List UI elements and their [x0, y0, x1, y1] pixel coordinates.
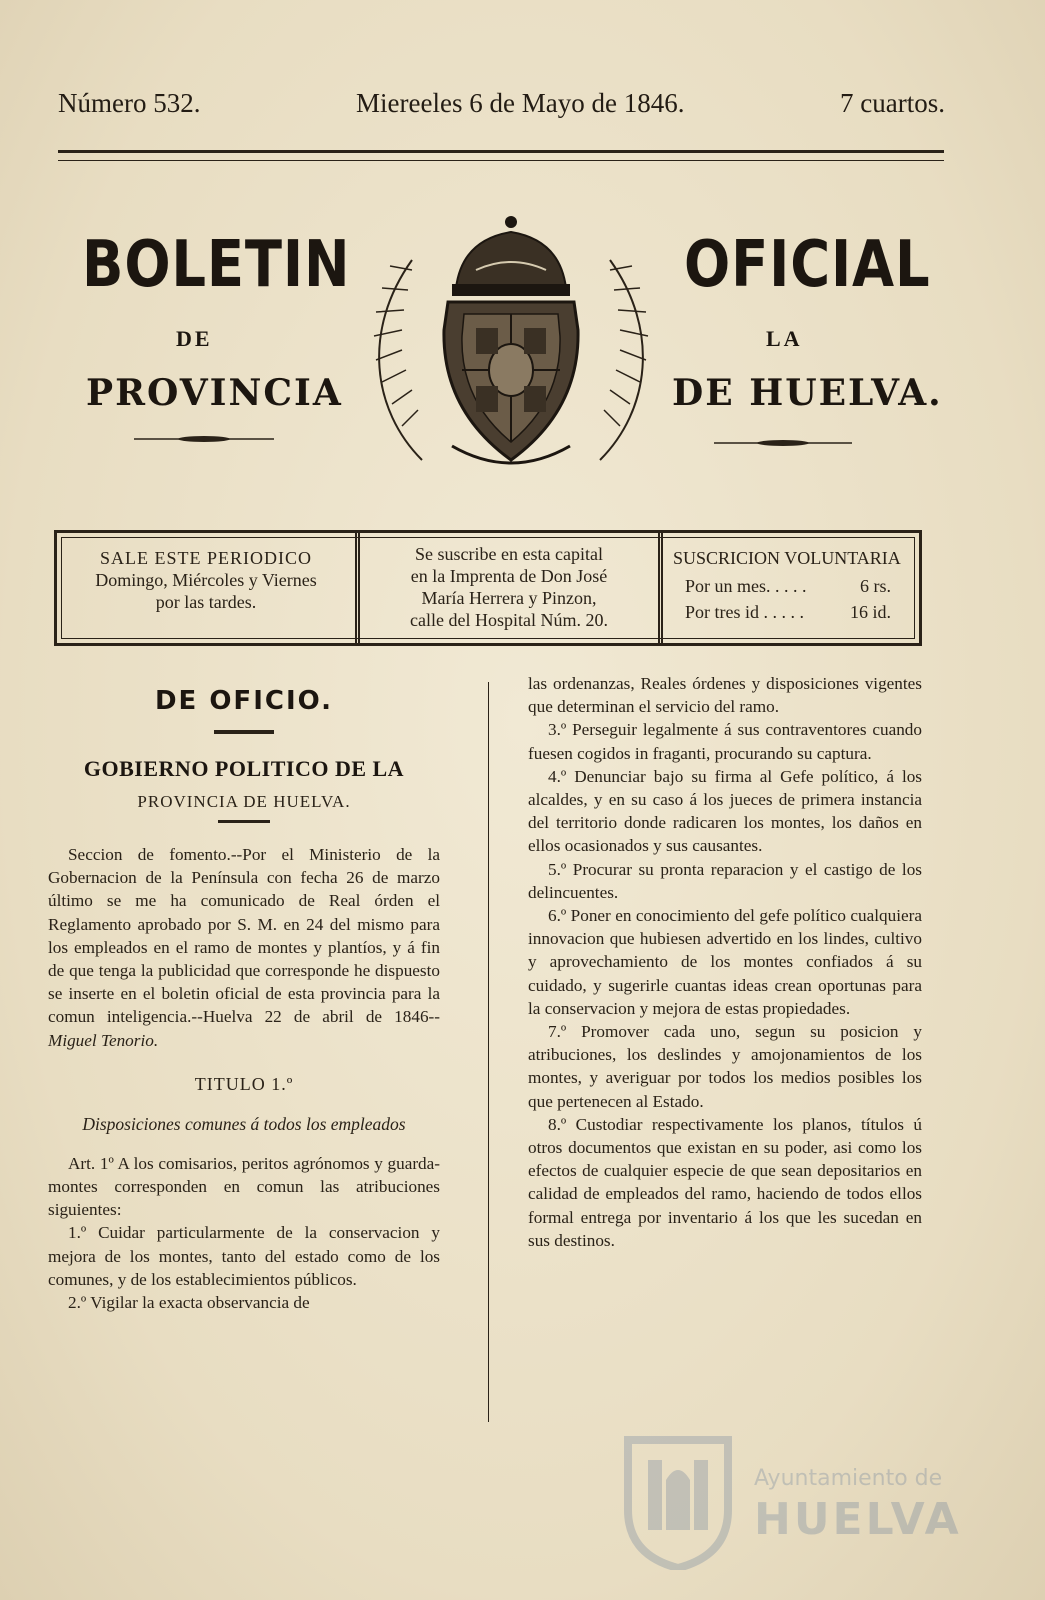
right-column — [528, 672, 922, 1252]
article-item: 6.º Poner en conocimiento del gefe político cualquiera innovacion que hubiesen advertido en los lindes, cultivo y aprovechamiento de los montes confiados á su cuidado, y sugerirle cuantas ideas crean oportunas para la conservacion y mejora de estas propiedades. — [528, 906, 922, 1018]
price-row — [673, 601, 913, 623]
article-item: 2.º Vigilar la exacta observancia de — [68, 1293, 310, 1313]
left-column — [48, 672, 440, 1314]
title-oficial: OFICIAL — [684, 228, 931, 302]
publication-line: SALE ESTE PERIODICO — [100, 548, 312, 568]
section-heading: DE OFICIO. — [154, 686, 334, 716]
article-item: 8.º Custodiar respectivamente los planos, títulos ú otros documentos que existan en su poder, asi como los efectos de cualquier especie de que sean depositarios en calidad de empleados del ramo, haciendo de todos ellos formal entrega por inventario á los que les sucedan en sus destinos. — [528, 1114, 922, 1250]
royal-coat-of-arms-emblem — [352, 210, 670, 480]
column-divider — [488, 682, 489, 1422]
title-la: LA — [766, 326, 803, 351]
title-de-huelva: DE HUELVA. — [672, 372, 943, 414]
price-value: 16 id. — [849, 602, 891, 622]
subheading-rule — [218, 820, 270, 823]
signature: Miguel Tenorio. — [48, 1030, 159, 1050]
article-item: 1.º Cuidar particularmente de la conservacion y mejora de los montes, tanto del estado como de los comunes, y de los establecimientos públicos. — [48, 1223, 440, 1289]
article-subheading: PROVINCIA DE HUELVA. — [137, 792, 351, 811]
watermark-line2: HUELVA — [754, 1494, 962, 1545]
article-item: 5.º Procurar su pronta reparacion y el castigo de los delincuentes. — [528, 859, 922, 902]
article-item: 3.º Perseguir legalmente á sus contraventores cuando fuesen cogidos in fraganti, procurando su captura. — [528, 720, 922, 763]
subscription-line: María Herrera y Pinzon, — [421, 588, 597, 608]
article-item: 7.º Promover cada uno, segun su posicion y atribuciones, los deslindes y amojonamientos de los montes, y averiguar por todos los medios posibles los que pertenecen al Estado. — [528, 1022, 922, 1111]
intro-paragraph — [48, 843, 440, 1052]
masthead-line — [58, 88, 945, 119]
publication-line: Domingo, Miércoles y Viernes — [95, 570, 317, 590]
huelva-shield-icon — [618, 1420, 738, 1570]
subscription-line: en la Imprenta de Don José — [410, 566, 608, 586]
price-row — [673, 575, 913, 597]
title-boletin: BOLETIN — [82, 228, 351, 302]
publication-days — [57, 533, 355, 643]
ornament-rule-right — [714, 438, 852, 448]
price-value: 6 rs. — [860, 576, 891, 596]
watermark-line1: Ayuntamiento de — [754, 1466, 943, 1491]
title-provincia: PROVINCIA — [86, 372, 343, 414]
subscription-info-box — [54, 530, 922, 646]
title-de: DE — [176, 326, 213, 351]
article-1: Art. 1º A los comisarios, peritos agrónomos y guarda-montes corresponden en comun las atribuciones siguientes: — [48, 1153, 440, 1220]
issue-date: Miereeles 6 de Mayo de 1846. — [356, 88, 685, 118]
masthead-rule — [58, 150, 944, 161]
subscription-prices — [663, 533, 919, 643]
titulo-heading: TITULO 1.º — [194, 1073, 294, 1094]
price-label: Por tres id . . . . . — [685, 602, 804, 622]
price-label: Por un mes. . . . . — [685, 576, 807, 596]
subscription-line: calle del Hospital Núm. 20. — [410, 610, 608, 630]
section-rule — [214, 730, 274, 734]
issue-price: 7 cuartos. — [840, 88, 945, 118]
titulo-subheading: Disposiciones comunes á todos los empleados — [82, 1113, 406, 1134]
article-item: 4.º Denunciar bajo su firma al Gefe político, á los alcaldes, y en su caso á los jueces de primera instancia del territorio donde radicaren los montes, los daños en ellos ocasionados y sus causantes. — [528, 766, 922, 856]
prices-title: SUSCRICION VOLUNTARIA — [673, 548, 901, 568]
publication-line: por las tardes. — [155, 592, 257, 612]
ornament-rule-left — [134, 434, 274, 444]
article-heading: GOBIERNO POLITICO DE LA — [83, 756, 405, 781]
intro-text: Seccion de fomento.--Por el Ministerio de la Gobernacion de la Península con fecha 26 de marzo último se me ha comunicado de Real órden el Reglamento aprobado por S. M. en 24 del mismo para los empleados en el ramo de montes y plantíos, y á fin de que tenga la publicidad que corresponde he dispuesto se inserte en el boletin oficial de esta provincia para la comun inteligencia.--Huelva 22 de abril de 1846-- — [48, 845, 440, 1027]
continued-paragraph: las ordenanzas, Reales órdenes y disposiciones vigentes que determinan el servicio del ramo. — [528, 674, 922, 717]
archive-watermark — [618, 1420, 962, 1570]
issue-number: Número 532. — [58, 88, 201, 118]
subscription-line: Se suscribe en esta capital — [415, 544, 603, 564]
subscription-place — [355, 533, 663, 643]
